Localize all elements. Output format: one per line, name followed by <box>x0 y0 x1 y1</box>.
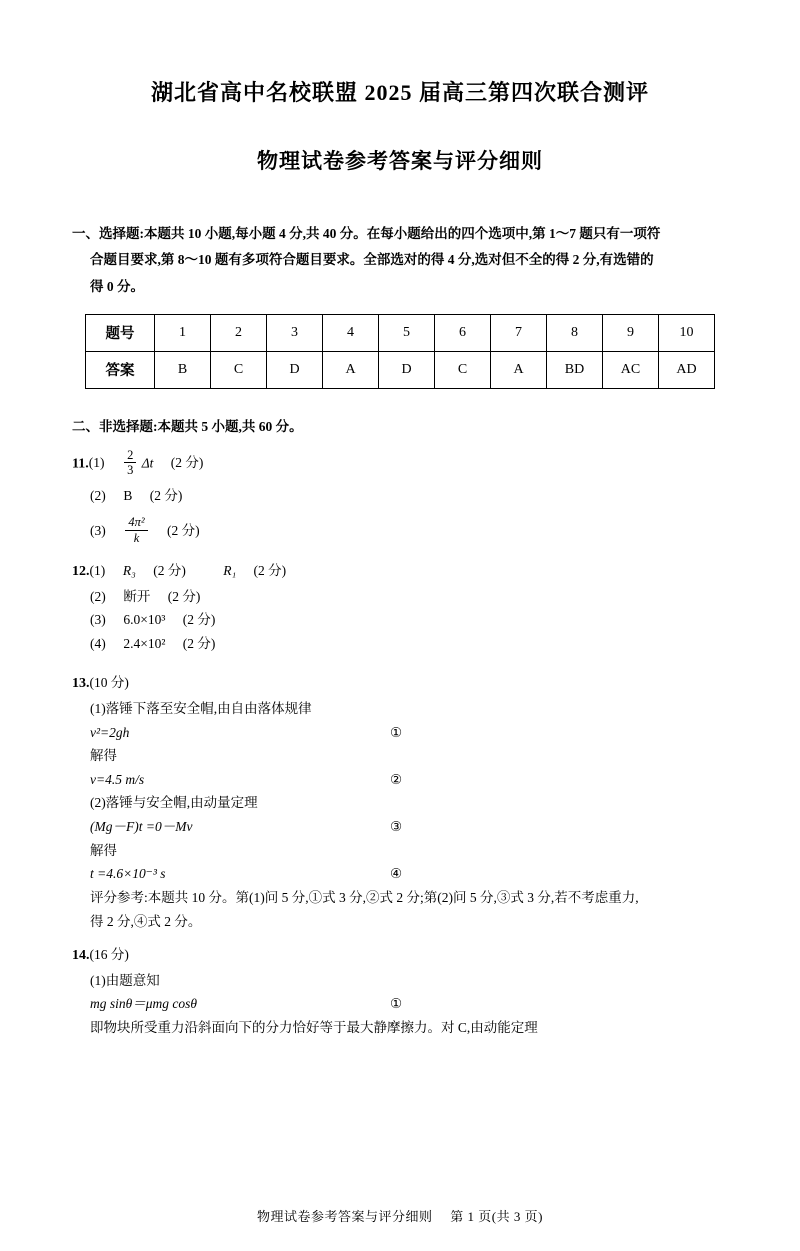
q13-points: (10 分) <box>89 675 129 691</box>
q12-item-4 <box>72 632 728 656</box>
table-cell-number: 2 <box>211 314 267 351</box>
q11-fraction-denominator: 3 <box>127 463 134 478</box>
table-cell-number: 8 <box>547 314 603 351</box>
section-one-line3: 得 0 分。 <box>90 278 144 294</box>
table-cell-answer: A <box>323 351 379 388</box>
q14-number: 14. <box>72 948 90 964</box>
q13-equation-2-tag: ② <box>390 771 403 787</box>
q11-fraction-numerator: 2 <box>124 448 136 463</box>
answer-table <box>85 314 715 389</box>
q11-sub-1-score: (2 分) <box>170 455 204 471</box>
q12-item-2 <box>72 585 728 609</box>
section-one-heading <box>72 221 728 300</box>
table-cell-number: 4 <box>323 314 379 351</box>
q13-line-5: (2)落锤与安全帽,由动量定理 <box>90 795 258 811</box>
table-cell-answer: AD <box>659 351 715 388</box>
q13-equation-4-text: t =4.6×10⁻³ s <box>90 866 166 882</box>
q12-sub-3-value: 6.0×10³ <box>123 612 166 628</box>
q13-line-3: 解得 <box>90 748 117 764</box>
q11-sub-1-tail: Δt <box>141 455 154 471</box>
q13-line-1: (1)落锤下落至安全帽,由自由落体规律 <box>90 700 312 716</box>
q12-sub-4-label: (4) <box>90 635 106 651</box>
table-row-answers <box>86 351 715 388</box>
page-footer <box>0 1206 800 1225</box>
footer-page-number: 第 1 页(共 3 页) <box>450 1209 543 1224</box>
q12-sub-1-score1: (2 分) <box>153 563 186 579</box>
table-header-answer: 答案 <box>86 351 155 388</box>
q11-sub-3-fraction <box>125 515 147 545</box>
q13-equation-2-text: v=4.5 m/s <box>90 771 145 787</box>
q14-equation-1-tag: ① <box>390 996 403 1012</box>
section-one-line1: 一、选择题:本题共 10 小题,每小题 4 分,共 40 分。在每小题给出的四个选项中,第 1～7 题只有一项符 <box>72 226 661 241</box>
footer-title: 物理试卷参考答案与评分细则 <box>257 1209 433 1224</box>
q11-sub-2-value: B <box>123 487 133 503</box>
table-cell-number: 6 <box>435 314 491 351</box>
q14-points: (16 分) <box>89 947 129 963</box>
q13-equation-4-tag: ④ <box>390 866 403 882</box>
q11-fraction2-numerator: 4π² <box>125 515 147 530</box>
table-cell-number: 3 <box>267 314 323 351</box>
table-cell-answer: BD <box>547 351 603 388</box>
q13-note-line2: 得 2 分,④式 2 分。 <box>90 913 202 929</box>
q12-sub-3-score: (2 分) <box>182 612 216 628</box>
q13-equation-1-text: v²=2gh <box>90 724 130 740</box>
q11-item-3 <box>72 515 728 545</box>
section-one-line2: 合题目要求,第 8～10 题有多项符合题目要求。全部选对的得 4 分,选对但不全的得 2 分,有选错的 <box>90 252 654 268</box>
q13-note-line1: 评分参考:本题共 10 分。第(1)问 5 分,①式 3 分,②式 2 分;第(2)问 5 分,③式 3 分,若不考虑重力, <box>90 889 639 905</box>
q11-sub-1-label: (1) <box>88 455 105 471</box>
q11-sub-3-score: (2 分) <box>167 522 200 538</box>
table-cell-number: 9 <box>603 314 659 351</box>
q12-sub-4-value: 2.4×10² <box>123 635 166 651</box>
table-row-numbers <box>86 314 715 351</box>
q11-item-2 <box>72 484 728 508</box>
q12-number: 12. <box>72 564 90 580</box>
q13-equation-1-tag: ① <box>390 724 403 740</box>
q13-header <box>72 671 728 697</box>
q13-equation-3-tag: ③ <box>390 819 403 835</box>
q13-equation-2 <box>72 768 728 792</box>
q12-sub-2-label: (2) <box>90 588 106 604</box>
page-subtitle: 物理试卷参考答案与评分细则 <box>257 149 543 173</box>
q12-sub-1-score2: (2 分) <box>253 563 287 579</box>
q12-item-1 <box>72 559 728 585</box>
question-12 <box>72 559 728 655</box>
q14-line-3: 即物块所受重力沿斜面向下的分力恰好等于最大静摩擦力。对 C,由动能定理 <box>90 1019 538 1035</box>
table-cell-number: 7 <box>491 314 547 351</box>
q12-sub-1-value2: R₁ <box>223 563 237 579</box>
table-cell-answer: AC <box>603 351 659 388</box>
q11-sub-2-label: (2) <box>90 487 106 503</box>
q14-equation-1-text: mg sinθ＝μmg cosθ <box>90 996 198 1012</box>
q13-line-7: 解得 <box>90 842 117 858</box>
q11-sub-3-label: (3) <box>90 522 106 538</box>
q13-equation-4 <box>72 862 728 886</box>
q12-sub-3-label: (3) <box>90 612 106 628</box>
table-cell-answer: D <box>267 351 323 388</box>
q11-sub-1-fraction <box>124 448 136 478</box>
q12-item-3 <box>72 608 728 632</box>
q11-fraction2-denominator: k <box>133 530 140 545</box>
question-13 <box>72 671 728 933</box>
q12-sub-2-score: (2 分) <box>167 588 201 604</box>
q12-sub-2-value: 断开 <box>123 588 151 604</box>
q14-line-1: (1)由题意知 <box>90 972 160 988</box>
table-header-number: 题号 <box>86 314 155 351</box>
table-cell-answer: B <box>155 351 211 388</box>
q12-sub-4-score: (2 分) <box>182 635 216 651</box>
q11-item-1 <box>72 448 728 478</box>
table-cell-answer: D <box>379 351 435 388</box>
q13-number: 13. <box>72 676 90 692</box>
q13-equation-1 <box>72 721 728 745</box>
q14-equation-1 <box>72 992 728 1016</box>
q12-sub-1-label: (1) <box>89 563 106 579</box>
q14-header <box>72 943 728 969</box>
q11-number: 11. <box>72 456 89 472</box>
table-cell-answer: C <box>211 351 267 388</box>
page-title: 湖北省高中名校联盟 2025 届高三第四次联合测评 <box>150 80 649 105</box>
q12-sub-1-value1: R₃ <box>122 563 136 579</box>
table-cell-answer: A <box>491 351 547 388</box>
q13-equation-3-text: (Mg－F)t =0－Mv <box>90 819 193 835</box>
q13-equation-3 <box>72 815 728 839</box>
question-14 <box>72 943 728 1039</box>
table-cell-number: 5 <box>379 314 435 351</box>
table-cell-number: 10 <box>659 314 715 351</box>
question-11 <box>72 448 728 545</box>
q11-sub-2-score: (2 分) <box>149 487 183 503</box>
section-two-heading: 二、非选择题:本题共 5 小题,共 60 分。 <box>72 418 303 434</box>
table-cell-number: 1 <box>155 314 211 351</box>
table-cell-answer: C <box>435 351 491 388</box>
